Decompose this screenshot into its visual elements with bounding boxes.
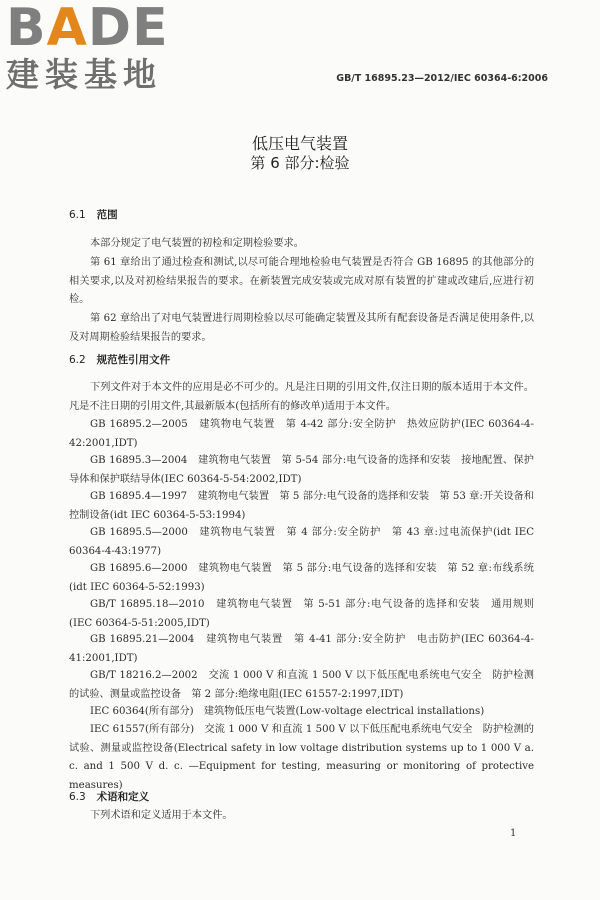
document-title: 低压电气装置 bbox=[251, 134, 348, 153]
document-subtitle: 第 6 部分:检验 bbox=[250, 154, 350, 172]
reference-entry: GB 16895.5—2000 建筑物电气装置 第 4 部分:安全防护 第 43 章:过电流保护(idt IEC 60364-4-43:1977) bbox=[69, 527, 534, 557]
paragraph: 下列术语和定义适用于本文件。 bbox=[90, 810, 233, 821]
section-title: 规范性引用文件 bbox=[96, 354, 171, 366]
reference-entry: GB/T 18216.2—2002 交流 1 000 V 和直流 1 500 V 以下低压配电系统电气安全 防护检测的试验、测量或监控设备 第 2 部分:绝缘电阻(IEC 61557-2:1997,IDT) bbox=[69, 670, 534, 700]
page-number: 1 bbox=[510, 828, 517, 839]
logo-tagline: 建装基地 bbox=[6, 55, 162, 94]
paragraph: 第 62 章给出了对电气装置进行周期检验以尽可能确定装置及其所有配套设备是否满足使用条件,以及对周期检验结果报告的要求。 bbox=[69, 313, 534, 343]
paragraph: 本部分规定了电气装置的初检和定期检验要求。 bbox=[90, 238, 304, 249]
reference-entry: GB 16895.4—1997 建筑物电气装置 第 5 部分:电气设备的选择和安装 第 53 章:开关设备和控制设备(idt IEC 60364-5-53:1994) bbox=[69, 491, 534, 521]
reference-entry: IEC 61557(所有部分) 交流 1 000 V 和直流 1 500 V 以下低压配电系统电气安全 防护检测的试验、测量或监控设备(Electrical safety in low voltage distribution systems up to 1 000 V a. c. and 1 500 V d. c. —Equipment for testing, measuring or monitoring of protective measures) bbox=[69, 724, 534, 791]
section-title: 范围 bbox=[96, 209, 118, 221]
section-number: 6.1 bbox=[69, 209, 86, 221]
reference-entry: GB 16895.21—2004 建筑物电气装置 第 4-41 部分:安全防护 电击防护(IEC 60364-4-41:2001,IDT) bbox=[69, 634, 534, 664]
reference-entry: GB 16895.2—2005 建筑物电气装置 第 4-42 部分:安全防护 热效应防护(IEC 60364-4-42:2001,IDT) bbox=[69, 419, 534, 449]
paragraph: 第 61 章给出了通过检查和测试,以尽可能合理地检验电气装置是否符合 GB 16895 的其他部分的相关要求,以及对初检结果报告的要求。在新装置完成安装或完成对原有装置的扩建或改建后,应进行初检。 bbox=[69, 257, 534, 305]
section-heading-terms bbox=[69, 789, 149, 804]
section-heading-scope bbox=[69, 207, 118, 222]
section-heading-references bbox=[69, 352, 170, 367]
standard-code: GB/T 16895.23—2012/IEC 60364-6:2006 bbox=[336, 73, 548, 84]
section-number: 6.3 bbox=[69, 791, 86, 803]
reference-entry: IEC 60364(所有部分) 建筑物低压电气装置(Low-voltage electrical installations) bbox=[90, 706, 485, 717]
reference-entry: GB 16895.6—2000 建筑物电气装置 第 5 部分:电气设备的选择和安装 第 52 章:布线系统(idt IEC 60364-5-52:1993) bbox=[69, 563, 534, 593]
paragraph: 下列文件对于本文件的应用是必不可少的。凡是注日期的引用文件,仅注日期的版本适用于本文件。凡是不注日期的引用文件,其最新版本(包括所有的修改单)适用于本文件。 bbox=[69, 382, 534, 412]
brand-logo bbox=[6, 2, 176, 94]
section-title: 术语和定义 bbox=[96, 791, 150, 803]
logo-wordmark bbox=[6, 0, 176, 58]
reference-entry: GB/T 16895.18—2010 建筑物电气装置 第 5-51 部分:电气设备的选择和安装 通用规则(IEC 60364-5-51:2005,IDT) bbox=[69, 599, 534, 629]
logo-brand-text: BADE bbox=[6, 0, 169, 58]
section-number: 6.2 bbox=[69, 354, 86, 366]
reference-entry: GB 16895.3—2004 建筑物电气装置 第 5-54 部分:电气设备的选择和安装 接地配置、保护导体和保护联结导体(IEC 60364-5-54:2002,IDT) bbox=[69, 455, 534, 485]
